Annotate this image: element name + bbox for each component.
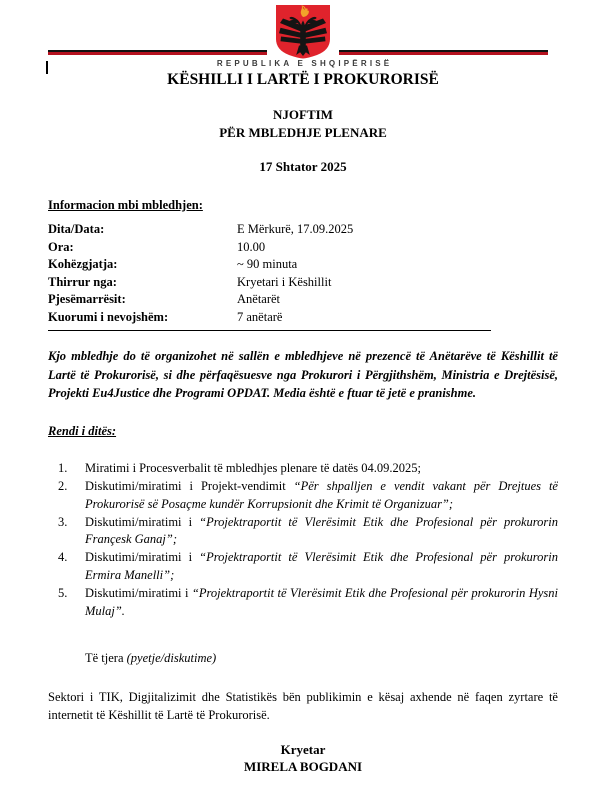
section-separator-line <box>48 330 491 331</box>
info-row-day <box>48 221 558 239</box>
agenda-item <box>48 478 558 514</box>
agenda-item-text: Diskutimi/miratimi i Projekt-vendimit <box>85 479 294 494</box>
agenda-item <box>48 514 558 550</box>
info-row-participants <box>48 291 558 309</box>
info-value: Anëtarët <box>237 292 281 306</box>
agenda-item <box>48 460 558 478</box>
info-row-time <box>48 239 558 257</box>
info-row-duration <box>48 256 558 274</box>
agenda-item-quote: “Për shpalljen e vendit vakant për Drejtues të Prokurorisë së Posaçme kundër Korrupsionit dhe Krimit të Organizuar”; <box>85 479 558 511</box>
republic-label: REPUBLIKA E SHQIPËRISË <box>216 59 393 68</box>
notice-title-line2: PËR MBLEDHJE PLENARE <box>219 124 387 140</box>
info-row-quorum <box>48 309 558 327</box>
agenda-item <box>48 549 558 585</box>
info-value: 10.00 <box>237 239 266 254</box>
agenda-heading: Rendi i ditës: <box>48 423 117 438</box>
intro-paragraph: Kjo mbledhje do të organizohet në sallën e mbledhjeve në prezencë të Anëtarëve të Këshillit të Lartë të Prokurorisë, si dhe përfaqësuesve nga Prokurori i Përgjithshëm, Ministria e Drejtësisë, Projekti Eu4Justice dhe Programi OPDAT. Media është e ftuar të jetë e pranishme. <box>48 349 558 401</box>
info-value: ~ 90 minuta <box>237 257 298 271</box>
meeting-date: 17 Shtator 2025 <box>259 159 347 174</box>
agenda-item-quote: “Projektraportit të Vlerësimit Etik dhe Profesional për prokurorin Hysni Mulaj”. <box>85 585 558 618</box>
notice-title-line1: NJOFTIM <box>273 107 333 122</box>
agenda-other-label: Të tjera <box>85 651 127 666</box>
agenda-item-text: Diskutimi/miratimi i <box>85 514 200 529</box>
info-label: Kuorumi i nevojshëm: <box>48 309 169 324</box>
info-row-convened-by <box>48 274 558 292</box>
info-section-heading: Informacion mbi mbledhjen: <box>48 197 203 212</box>
signature-role: Kryetar <box>280 741 326 757</box>
info-label: Pjesëmarrësit: <box>48 292 126 306</box>
agenda-item <box>48 585 558 621</box>
info-value: 7 anëtarë <box>237 309 283 324</box>
agenda-item-text: Miratimi i Procesverbalit të mbledhjes plenare të datës 04.09.2025; <box>85 461 422 476</box>
info-label: Kohëzgjatja: <box>48 257 118 271</box>
agenda-list <box>48 460 558 620</box>
agenda-item-text: Diskutimi/miratimi i <box>85 585 192 600</box>
publication-note: Sektori i TIK, Digjitalizimit dhe Statistikës bën publikimin e kësaj axhende në faqen zyrtare të internetit të Këshillit të Lartë të Prokurorisë. <box>48 689 558 722</box>
info-label: Dita/Data: <box>48 222 105 236</box>
albania-coat-of-arms-icon <box>267 0 339 63</box>
institution-title: KËSHILLI I LARTË I PROKURORISË <box>167 71 439 88</box>
signature-name: MIRELA BOGDANI <box>243 759 363 775</box>
agenda-other-detail: (pyetje/diskutime) <box>126 651 217 666</box>
meeting-info-table <box>48 221 558 326</box>
info-label: Ora: <box>48 239 74 254</box>
info-value: Kryetari i Këshillit <box>237 274 332 289</box>
agenda-item-text: Diskutimi/miratimi i <box>85 550 200 565</box>
agenda-item-quote: “Projektraportit të Vlerësimit Etik dhe Profesional për prokurorin Françesk Ganaj”; <box>85 514 558 547</box>
info-value: E Mërkurë, 17.09.2025 <box>237 222 354 236</box>
agenda-item-quote: “Projektraportit të Vlerësimit Etik dhe Profesional për prokurorin Ermira Manelli”; <box>85 550 558 583</box>
agenda-other <box>85 650 558 668</box>
info-label: Thirrur nga: <box>48 274 117 289</box>
